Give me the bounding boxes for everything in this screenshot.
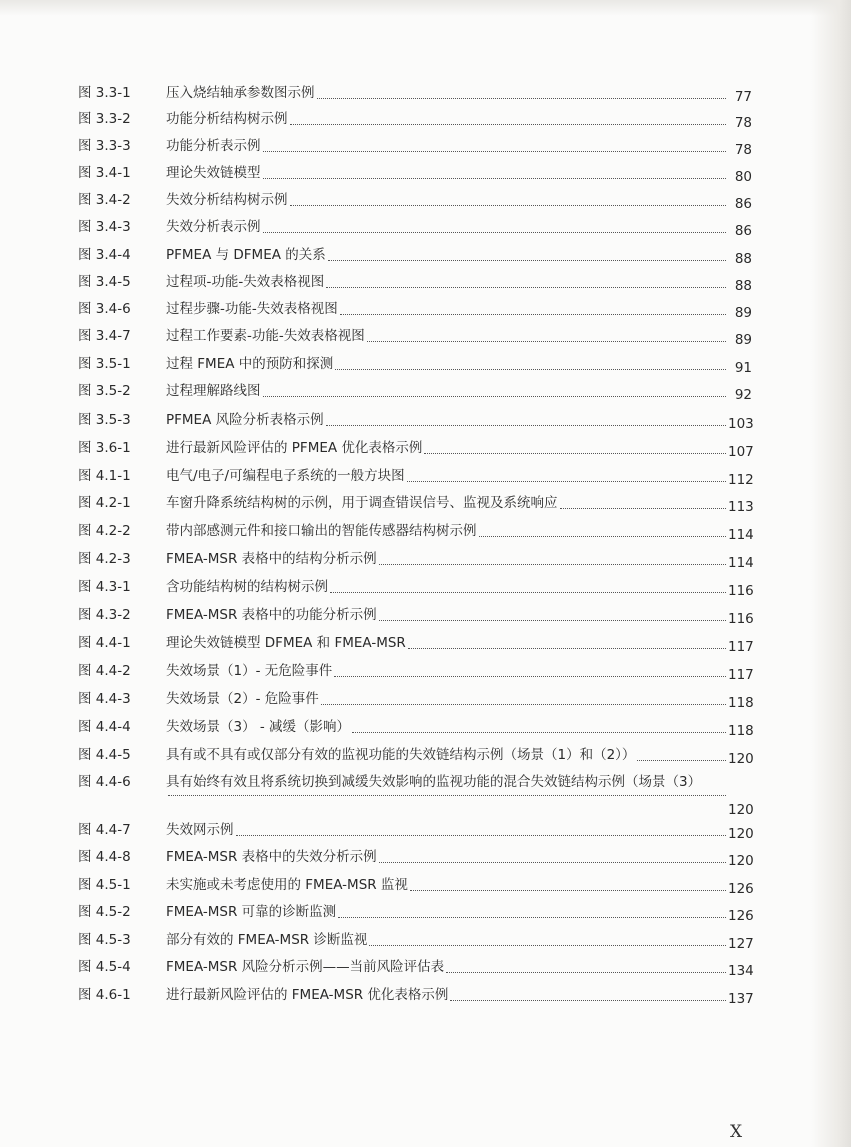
figure-number: 图 3.3-3	[78, 138, 131, 154]
figure-number: 图 4.5-4	[78, 959, 131, 975]
dot-leader	[326, 424, 726, 426]
page-number: 77	[734, 89, 752, 105]
dot-leader	[263, 395, 727, 397]
page-number: 112	[728, 472, 754, 488]
figure-number: 图 4.6-1	[78, 987, 131, 1003]
toc-entry[interactable]	[0, 603, 760, 627]
figure-title: 过程工作要素-功能-失效表格视图	[166, 328, 365, 344]
page-number: 134	[728, 963, 754, 979]
dot-leader	[352, 731, 726, 733]
figure-title: 失效网示例	[166, 822, 234, 838]
dot-leader	[338, 916, 726, 918]
toc-entry[interactable]	[0, 845, 760, 869]
toc-entry[interactable]	[0, 928, 760, 952]
toc-entry[interactable]	[0, 491, 760, 515]
page-number: 116	[728, 583, 754, 599]
figure-title: 过程步骤-功能-失效表格视图	[166, 301, 338, 317]
page-number: 127	[728, 936, 754, 952]
toc-entry[interactable]	[0, 900, 760, 924]
page-number: 103	[728, 416, 754, 432]
toc-entry[interactable]	[0, 107, 760, 131]
figure-number: 图 4.4-3	[78, 691, 131, 707]
toc-entry[interactable]	[0, 983, 760, 1007]
figure-title: 理论失效链模型	[166, 165, 261, 181]
figure-number: 图 4.2-1	[78, 495, 131, 511]
page-number: 88	[734, 278, 752, 294]
figure-number: 图 4.4-1	[78, 635, 131, 651]
figure-number: 图 4.4-6	[78, 774, 131, 790]
dot-leader	[450, 999, 726, 1001]
figure-number: 图 3.6-1	[78, 440, 131, 456]
dot-leader	[321, 703, 726, 705]
figure-title: FMEA-MSR 可靠的诊断监测	[166, 904, 337, 920]
toc-entry[interactable]	[0, 161, 760, 185]
dot-leader	[560, 507, 727, 509]
figure-number: 图 4.4-8	[78, 849, 131, 865]
figure-number: 图 4.2-3	[78, 551, 131, 567]
page-number: 78	[734, 142, 752, 158]
dot-leader	[263, 177, 727, 179]
dot-leader	[367, 340, 726, 342]
page-number: 107	[728, 444, 754, 460]
toc-entry[interactable]	[0, 408, 760, 432]
page-number: 117	[728, 639, 754, 655]
figure-title: 失效分析表示例	[166, 219, 261, 235]
page-number: 120	[728, 751, 754, 767]
figure-number: 图 3.3-2	[78, 111, 131, 127]
figure-number: 图 3.3-1	[78, 85, 131, 101]
page-number: 89	[734, 332, 752, 348]
dot-leader	[328, 259, 726, 261]
page-number: 114	[728, 527, 754, 543]
figure-number: 图 3.4-2	[78, 192, 131, 208]
dot-leader	[326, 286, 726, 288]
toc-entry[interactable]	[0, 575, 760, 599]
figure-title: 过程 FMEA 中的预防和探测	[166, 356, 334, 372]
page-number: 118	[728, 695, 754, 711]
page-number: 126	[728, 881, 754, 897]
dot-leader	[263, 231, 727, 233]
figure-number: 图 3.5-2	[78, 383, 131, 399]
figure-number: 图 4.5-2	[78, 904, 131, 920]
page-number: 117	[728, 667, 754, 683]
toc-entry[interactable]	[0, 955, 760, 979]
toc-entry[interactable]	[0, 631, 760, 655]
toc-entry[interactable]	[0, 243, 760, 267]
figure-number: 图 4.4-7	[78, 822, 131, 838]
dot-leader	[334, 675, 726, 677]
dot-leader	[479, 535, 727, 537]
toc-entry[interactable]	[0, 770, 760, 818]
figure-number: 图 4.4-5	[78, 747, 131, 763]
figure-number: 图 3.4-6	[78, 301, 131, 317]
dot-leader	[290, 123, 727, 125]
figure-number: 图 4.5-3	[78, 932, 131, 948]
figure-number: 图 3.5-3	[78, 412, 131, 428]
dot-leader	[408, 647, 726, 649]
figure-title: 具有或不具有或仅部分有效的监视功能的失效链结构示例（场景（1）和（2））	[166, 747, 636, 763]
figure-title: 压入烧结轴承参数图示例	[166, 85, 315, 101]
dot-leader	[236, 834, 727, 836]
toc-entry[interactable]	[0, 324, 760, 348]
figure-number: 图 4.2-2	[78, 523, 131, 539]
toc-entry[interactable]	[0, 134, 760, 158]
dot-leader	[424, 452, 726, 454]
page-number: 116	[728, 611, 754, 627]
figure-number: 图 3.4-1	[78, 165, 131, 181]
figure-title: 功能分析结构树示例	[166, 111, 288, 127]
figure-title: 带内部感测元件和接口输出的智能传感器结构树示例	[166, 523, 477, 539]
figure-number: 图 4.4-2	[78, 663, 131, 679]
page-number: 120	[728, 826, 754, 842]
dot-leader	[330, 591, 726, 593]
figure-title: FMEA-MSR 表格中的失效分析示例	[166, 849, 377, 865]
dot-leader	[379, 619, 726, 621]
toc-entry[interactable]	[0, 687, 760, 711]
toc-entry[interactable]	[0, 873, 760, 897]
page-number: 89	[734, 305, 752, 321]
figure-title: 失效场景（3） - 减缓（影响）	[166, 719, 351, 735]
page-number: 120	[728, 853, 754, 869]
page-number: 118	[728, 723, 754, 739]
figure-title: 未实施或未考虑使用的 FMEA-MSR 监视	[166, 877, 408, 893]
figure-title: 过程理解路线图	[166, 383, 261, 399]
figure-title: 功能分析表示例	[166, 138, 261, 154]
figure-title: 失效场景（1）- 无危险事件	[166, 663, 333, 679]
figure-title: 进行最新风险评估的 FMEA-MSR 优化表格示例	[166, 987, 449, 1003]
page-number: 126	[728, 908, 754, 924]
toc-entry[interactable]	[0, 547, 760, 571]
figure-title: 含功能结构树的结构树示例	[166, 579, 328, 595]
figure-title: 部分有效的 FMEA-MSR 诊断监视	[166, 932, 368, 948]
dot-leader	[335, 368, 726, 370]
page-number: 91	[734, 360, 752, 376]
dot-leader	[446, 971, 726, 973]
dot-leader	[340, 313, 726, 315]
page-number: 80	[734, 169, 752, 185]
page-number: 86	[734, 196, 752, 212]
toc-entry[interactable]	[0, 464, 760, 488]
toc-entry[interactable]	[0, 297, 760, 321]
dot-leader	[168, 794, 726, 796]
figure-title: 具有始终有效且将系统切换到减缓失效影响的监视功能的混合失效链结构示例（场景（3）	[166, 774, 702, 790]
toc-entry[interactable]	[0, 379, 760, 403]
dot-leader	[369, 944, 726, 946]
toc-entry[interactable]	[0, 352, 760, 376]
dot-leader	[410, 889, 726, 891]
toc-entry[interactable]	[0, 81, 760, 105]
dot-leader	[379, 861, 726, 863]
figure-title: 失效分析结构树示例	[166, 192, 288, 208]
figure-title: PFMEA 与 DFMEA 的关系	[166, 247, 326, 263]
figure-title: FMEA-MSR 风险分析示例——当前风险评估表	[166, 959, 445, 975]
figure-title: 理论失效链模型 DFMEA 和 FMEA-MSR	[166, 635, 406, 651]
toc-entry[interactable]	[0, 519, 760, 543]
figure-title: 过程项-功能-失效表格视图	[166, 274, 325, 290]
page-number: 92	[734, 387, 752, 403]
figure-number: 图 3.4-7	[78, 328, 131, 344]
toc-entry[interactable]	[0, 270, 760, 294]
dot-leader	[407, 480, 726, 482]
dot-leader	[379, 563, 726, 565]
figure-number: 图 3.4-3	[78, 219, 131, 235]
page-number: 114	[728, 555, 754, 571]
figure-title: PFMEA 风险分析表格示例	[166, 412, 324, 428]
toc-entry[interactable]	[0, 743, 760, 767]
toc-entry[interactable]	[0, 659, 760, 683]
dot-leader	[637, 759, 726, 761]
toc-entry[interactable]	[0, 436, 760, 460]
figure-title: 车窗升降系统结构树的示例，用于调查错误信号、监视及系统响应	[166, 495, 558, 511]
page-number: 86	[734, 223, 752, 239]
figure-number: 图 4.1-1	[78, 468, 131, 484]
toc-entry[interactable]	[0, 188, 760, 212]
figure-number: 图 4.5-1	[78, 877, 131, 893]
figure-number: 图 3.4-5	[78, 274, 131, 290]
toc-entry[interactable]	[0, 215, 760, 239]
toc-entry[interactable]	[0, 715, 760, 739]
figure-title: FMEA-MSR 表格中的结构分析示例	[166, 551, 377, 567]
page-number: 88	[734, 251, 752, 267]
figure-number: 图 4.4-4	[78, 719, 131, 735]
page-number: 113	[728, 499, 754, 515]
figure-title: 失效场景（2）- 危险事件	[166, 691, 319, 707]
figure-number: 图 4.3-1	[78, 579, 131, 595]
figure-number: 图 4.3-2	[78, 607, 131, 623]
page-number: 120	[728, 802, 754, 818]
figure-title: 进行最新风险评估的 PFMEA 优化表格示例	[166, 440, 423, 456]
page-number: 137	[728, 991, 754, 1007]
dot-leader	[263, 150, 727, 152]
figure-title: FMEA-MSR 表格中的功能分析示例	[166, 607, 377, 623]
figure-number: 图 3.4-4	[78, 247, 131, 263]
toc-entry[interactable]	[0, 818, 760, 842]
dot-leader	[317, 97, 727, 99]
roman-page-number: X	[730, 1122, 743, 1142]
figure-number: 图 3.5-1	[78, 356, 131, 372]
figure-title: 电气/电子/可编程电子系统的一般方块图	[166, 468, 405, 484]
page-number: 78	[734, 115, 752, 131]
dot-leader	[290, 204, 727, 206]
